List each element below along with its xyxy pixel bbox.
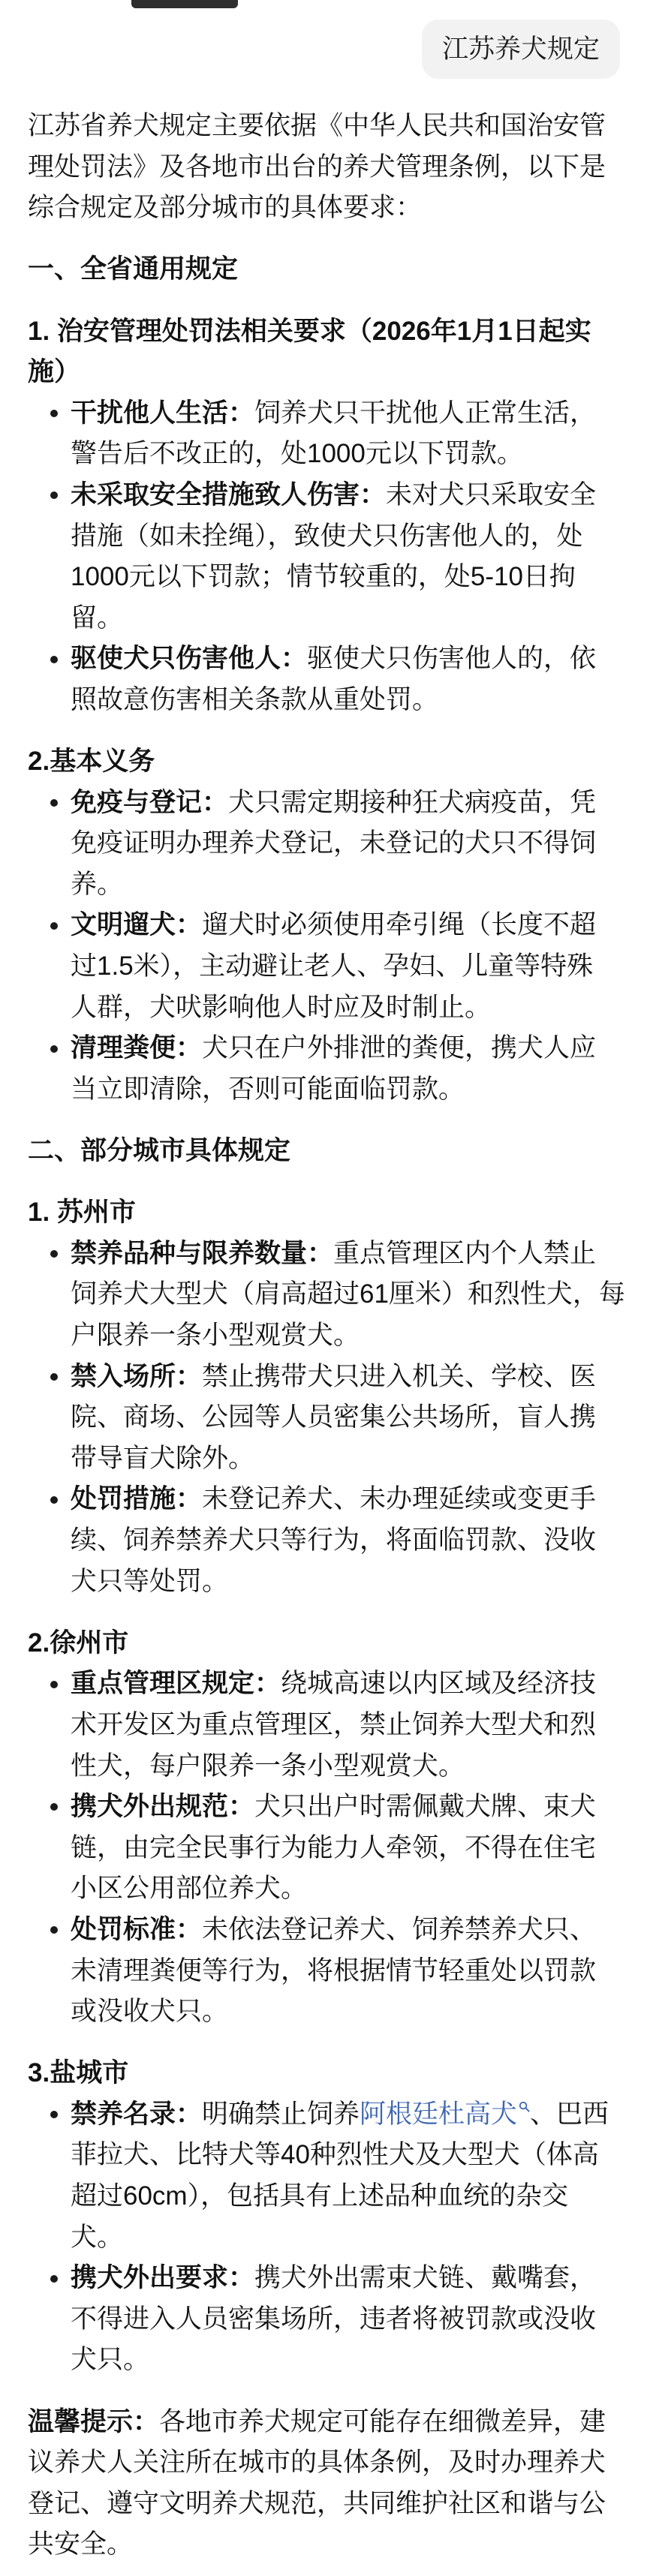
- list-item: [28, 393, 636, 475]
- list-item-label: 清理粪便：: [71, 1033, 203, 1063]
- group-heading-line: 2.徐州市: [28, 1628, 129, 1658]
- bullet-dot: [50, 491, 58, 499]
- list-item-text: 未依法登记养犬、饲养禁养犬只、: [202, 1914, 597, 1944]
- list-item-text: 菲拉犬、比特犬等40种烈性犬及大型犬（体高: [71, 2140, 599, 2170]
- group-xuzhou: [28, 1623, 636, 2033]
- list-item-first-line: [71, 393, 636, 434]
- list-item-text: 院、商场、公园等人员密集公共场所，盲人携: [71, 1402, 597, 1432]
- group-heading-line: 2.基本义务: [28, 747, 155, 777]
- list-item-text: 1000元以下罚款；情节较重的，处5-10日拘: [71, 562, 576, 592]
- list-item-text: 措施（如未拴绳），致使犬只伤害他人的，处: [71, 521, 583, 551]
- bullet-dot: [50, 410, 58, 417]
- list-item: [28, 1910, 636, 2033]
- list-item-label: 处罚标准：: [71, 1914, 203, 1944]
- list-item-text: 免疫证明办理养犬登记，未登记的犬只不得饲: [71, 828, 597, 858]
- list-item-text: 犬。: [71, 2222, 124, 2252]
- bullet-dot: [50, 1926, 58, 1934]
- list-item-text: 犬只在户外排泄的粪便，携犬人应: [202, 1033, 597, 1063]
- list-item-first-line: [71, 1479, 636, 1520]
- group-yancheng: [28, 2053, 636, 2381]
- list-item: [28, 2094, 636, 2258]
- list-item: [28, 1479, 636, 1602]
- list-item-first-line: [71, 1910, 636, 1951]
- list-item-label: 禁养品种与限养数量：: [71, 1238, 334, 1268]
- tip-text: 各地市养犬规定可能存在细微差异，建: [159, 2406, 606, 2436]
- list-item-label: 禁入场所：: [71, 1361, 203, 1391]
- list-item-text: 养。: [71, 869, 124, 899]
- list-item-text: 、巴西: [530, 2099, 609, 2129]
- list-item-text: 未登记养犬、未办理延续或变更手: [202, 1484, 597, 1514]
- user-message-bubble: 江苏养犬规定: [422, 20, 620, 79]
- bullet-dot: [50, 2275, 58, 2283]
- list-item-label: 驱使犬只伤害他人：: [71, 644, 308, 674]
- list-item-text: 带导盲犬除外。: [71, 1443, 255, 1473]
- section-heading: 二、部分城市具体规定: [28, 1136, 291, 1166]
- list-item-text: 驱使犬只伤害他人的，依: [307, 644, 597, 674]
- bullet-dot: [50, 1496, 58, 1504]
- list-item-first-line: [71, 1028, 636, 1069]
- tip-text: 共安全。: [28, 2529, 134, 2559]
- list-item-label: 携犬外出要求：: [71, 2263, 255, 2293]
- tip-text: 登记、遵守文明养犬规范，共同维护社区和谐与公: [28, 2488, 606, 2518]
- list-item-text: 重点管理区内个人禁止: [333, 1238, 597, 1268]
- list-item-first-line: [71, 2094, 636, 2136]
- list-item-label: 重点管理区规定：: [71, 1669, 281, 1699]
- top-dark-strip: [131, 0, 238, 8]
- list-item-text: 留。: [71, 603, 124, 633]
- list-item-first-line: [71, 2258, 636, 2299]
- bullet-dot: [50, 1250, 58, 1258]
- list-item-first-line: [71, 639, 636, 680]
- list-item-text: 小区公用部位养犬。: [71, 1874, 308, 1904]
- list-item-first-line: [71, 1664, 636, 1705]
- list-item-text: 未对犬只采取安全: [386, 479, 597, 509]
- list-item-label: 未采取安全措施致人伤害：: [71, 479, 387, 509]
- tip-first-line: [28, 2402, 636, 2443]
- list-item-text: 术开发区为重点管理区，禁止饲养大型犬和烈: [71, 1709, 597, 1739]
- list-item-text: 犬只出户时需佩戴犬牌、束犬: [254, 1792, 597, 1822]
- group-basic-obligations: [28, 741, 636, 1110]
- list-item-label: 干扰他人生活：: [71, 398, 255, 428]
- tip-label: 温馨提示：: [28, 2406, 160, 2436]
- list-item-text: 性犬，每户限养一条小型观赏犬。: [71, 1751, 465, 1781]
- list-item: [28, 1234, 636, 1357]
- tip-text: 议养犬人关注所在城市的具体条例，及时办理养犬: [28, 2448, 606, 2478]
- list-item-text: 过1.5米），主动避让老人、孕妇、儿童等特殊: [71, 951, 594, 981]
- list-item-first-line: [71, 1357, 636, 1398]
- list-item: [28, 783, 636, 906]
- intro-paragraph: [28, 106, 636, 229]
- bullet-dot: [50, 1803, 58, 1811]
- section-heading: 一、全省通用规定: [28, 254, 239, 284]
- list-item-text: 犬只。: [71, 2345, 150, 2375]
- group-heading: [28, 1192, 636, 1234]
- list-item-first-line: [71, 475, 636, 516]
- group-public-security-law: [28, 311, 636, 721]
- list-item: [28, 1664, 636, 1787]
- intro-line: 综合规定及部分城市的具体要求：: [28, 193, 423, 223]
- list-item-text: 照故意伤害相关条款从重处罚。: [71, 684, 439, 714]
- list-item-text: 警告后不改正的，处1000元以下罚款。: [71, 439, 523, 469]
- group-heading: [28, 1623, 636, 1664]
- list-item-text: 遛犬时必须使用牵引绳（长度不超: [202, 910, 597, 940]
- bullet-dot: [50, 656, 58, 663]
- list-item: [28, 2258, 636, 2381]
- breed-link[interactable]: [360, 2100, 530, 2129]
- list-item-text: 超过60cm），包括具有上述品种血统的杂交: [71, 2181, 569, 2211]
- list-item: [28, 475, 636, 639]
- group-heading: [28, 741, 636, 783]
- list-item-text: 户限养一条小型观赏犬。: [71, 1321, 360, 1350]
- list-item-text: 或没收犬只。: [71, 1997, 229, 2027]
- list-item-first-line: [71, 783, 636, 824]
- search-icon[interactable]: [519, 2101, 530, 2112]
- list-item-text: 人群，犬吠影响他人时应及时制止。: [71, 992, 492, 1022]
- list-item-text: 禁止携带犬只进入机关、学校、医: [202, 1361, 597, 1391]
- list-item: [28, 1028, 636, 1110]
- bullet-dot: [50, 1681, 58, 1688]
- list-item-label: 禁养名录：: [71, 2099, 203, 2129]
- list-item-text: 明确禁止饲养: [202, 2099, 360, 2129]
- list-item-text: 犬只需定期接种狂犬病疫苗，凭: [228, 787, 597, 817]
- list-item-label: 携犬外出规范：: [71, 1792, 255, 1822]
- list-item-text: 当立即清除，否则可能面临罚款。: [71, 1074, 465, 1104]
- group-suzhou: [28, 1192, 636, 1602]
- bullet-dot: [50, 799, 58, 807]
- bullet-dot: [50, 922, 58, 930]
- list-item: [28, 905, 636, 1028]
- group-heading-line: 1. 治安管理处罚法相关要求（2026年1月1日起实: [28, 316, 591, 346]
- tip-paragraph: [28, 2402, 636, 2565]
- list-item-text: 不得进入人员密集场所，违者将被罚款或没收: [71, 2304, 597, 2334]
- breed-link-text[interactable]: 阿根廷杜高犬: [360, 2099, 518, 2129]
- group-heading: [28, 2053, 636, 2094]
- list-item-label: 文明遛犬：: [71, 910, 203, 940]
- group-heading: [28, 311, 636, 393]
- list-item: [28, 639, 636, 720]
- assistant-response: [28, 106, 636, 2565]
- group-heading-line: 1. 苏州市: [28, 1198, 136, 1228]
- list-item: [28, 1357, 636, 1480]
- list-item: [28, 1787, 636, 1910]
- list-item-text: 未清理粪便等行为，将根据情节轻重处以罚款: [71, 1955, 597, 1985]
- group-heading-line: 施）: [28, 357, 81, 387]
- list-item-text: 链，由完全民事行为能力人牵领，不得在住宅: [71, 1832, 597, 1862]
- list-item-label: 处罚措施：: [71, 1484, 203, 1514]
- list-item-first-line: [71, 905, 636, 946]
- bullet-dot: [50, 2111, 58, 2118]
- list-item-text: 绕城高速以内区域及经济技: [281, 1669, 597, 1699]
- list-item-text: 携犬外出需束犬链、戴嘴套，: [254, 2263, 597, 2293]
- list-item-text: 饲养犬只干扰他人正常生活，: [254, 398, 597, 428]
- list-item-text: 饲养犬大型犬（肩高超过61厘米）和烈性犬，每: [71, 1279, 625, 1309]
- group-heading-line: 3.盐城市: [28, 2058, 129, 2088]
- list-item-text: 续、饲养禁养犬只等行为，将面临罚款、没收: [71, 1525, 597, 1555]
- list-item-first-line: [71, 1787, 636, 1828]
- list-item-label: 免疫与登记：: [71, 787, 229, 817]
- intro-line: 江苏省养犬规定主要依据《中华人民共和国治安管: [28, 111, 606, 140]
- intro-line: 理处罚法》及各地市出台的养犬管理条例，以下是: [28, 152, 606, 182]
- list-item-text: 犬只等处罚。: [71, 1566, 229, 1596]
- bullet-dot: [50, 1373, 58, 1381]
- list-item-first-line: [71, 1234, 636, 1275]
- bullet-dot: [50, 1045, 58, 1053]
